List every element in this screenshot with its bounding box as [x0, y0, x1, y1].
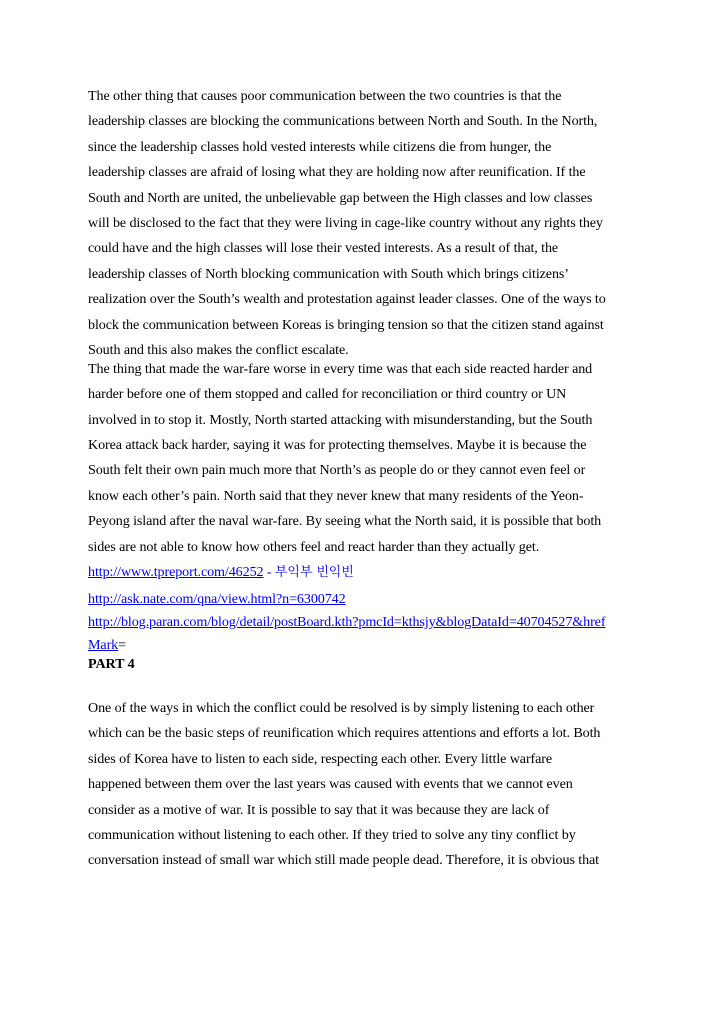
- blank-line: [88, 675, 648, 699]
- paragraph-communication-blocking: [88, 87, 648, 360]
- reference-line-2: [88, 590, 648, 613]
- text-line: South and North are united, the unbelievable gap between the High classes and low classes: [88, 189, 593, 206]
- text-line: leadership classes are afraid of losing what they are holding now after reunification. If the: [88, 164, 586, 181]
- reference-line-3: [88, 613, 648, 636]
- text-line: realization over the South’s wealth and protestation against leader classes. One of the ways to: [88, 291, 606, 308]
- text-line: involved in to stop it. Mostly, North started attacking with misunderstanding, but the South: [88, 411, 593, 428]
- text-line: South and this also makes the conflict escalate.: [88, 341, 349, 358]
- paragraph-listening-resolution: [88, 699, 648, 877]
- korean-caption: 부익부 빈익빈: [274, 565, 354, 581]
- nate-link[interactable]: http://ask.nate.com/qna/view.html?n=6300742: [88, 591, 346, 608]
- text-line: leadership classes of North blocking communication with South which brings citizens’: [88, 265, 569, 282]
- text-line: conversation instead of small war which still made people dead. Therefore, it is obvious that: [88, 852, 599, 869]
- paragraph-warfare-escalation: [88, 360, 648, 563]
- tpreport-link[interactable]: http://www.tpreport.com/46252: [88, 564, 264, 581]
- text-line: leadership classes are blocking the communications between North and South. In the North,: [88, 113, 598, 130]
- text-line: know each other’s pain. North said that they never knew that many residents of the Yeon-: [88, 487, 584, 504]
- paran-blog-link[interactable]: http://blog.paran.com/blog/detail/postBoard.kth?pmcId=kthsjy&blogDataId=40704527&href: [88, 614, 606, 631]
- paran-blog-link-continued[interactable]: Mark: [88, 637, 119, 654]
- link-suffix: =: [118, 637, 126, 654]
- reference-line-4: [88, 636, 648, 655]
- text-line: block the communication between Koreas is bringing tension so that the citizen stand against: [88, 316, 604, 333]
- references: [88, 563, 648, 655]
- text-line: One of the ways in which the conflict could be resolved is by simply listening to each other: [88, 700, 595, 717]
- text-line: which can be the basic steps of reunification which requires attentions and efforts a lot. Both: [88, 725, 601, 742]
- text-line: Korea attack back harder, saying it was for protecting themselves. Maybe it is because the: [88, 437, 587, 454]
- document-page: [88, 87, 648, 877]
- text-line: will be disclosed to the fact that they were living in cage-like country without any rights they: [88, 214, 603, 231]
- text-line: communication without listening to each other. If they tried to solve any tiny conflict by: [88, 826, 576, 843]
- text-line: could have and the high classes will lose their vested interests. As a result of that, the: [88, 240, 559, 257]
- text-line: harder before one of them stopped and called for reconciliation or third country or UN: [88, 386, 567, 403]
- section-heading: PART 4: [88, 656, 135, 673]
- text-line: sides are not able to know how others feel and react harder than they actually get.: [88, 538, 540, 555]
- text-line: sides of Korea have to listen to each side, respecting each other. Every little warfare: [88, 750, 553, 767]
- text-line: happened between them over the last years was caused with events that we cannot even: [88, 776, 573, 793]
- text-line: The thing that made the war-fare worse in every time was that each side reacted harder and: [88, 360, 593, 377]
- text-line: South felt their own pain much more that North’s as people do or they cannot even feel or: [88, 462, 586, 479]
- text-line: Peyong island after the naval war-fare. By seeing what the North said, it is possible that both: [88, 513, 602, 530]
- text-line: consider as a motive of war. It is possible to say that it was because they are lack of: [88, 801, 550, 818]
- reference-line-1: [88, 563, 648, 590]
- link-separator: -: [263, 564, 275, 581]
- text-line: The other thing that causes poor communication between the two countries is that the: [88, 88, 562, 104]
- text-line: since the leadership classes hold vested interests while citizens die from hunger, the: [88, 138, 552, 155]
